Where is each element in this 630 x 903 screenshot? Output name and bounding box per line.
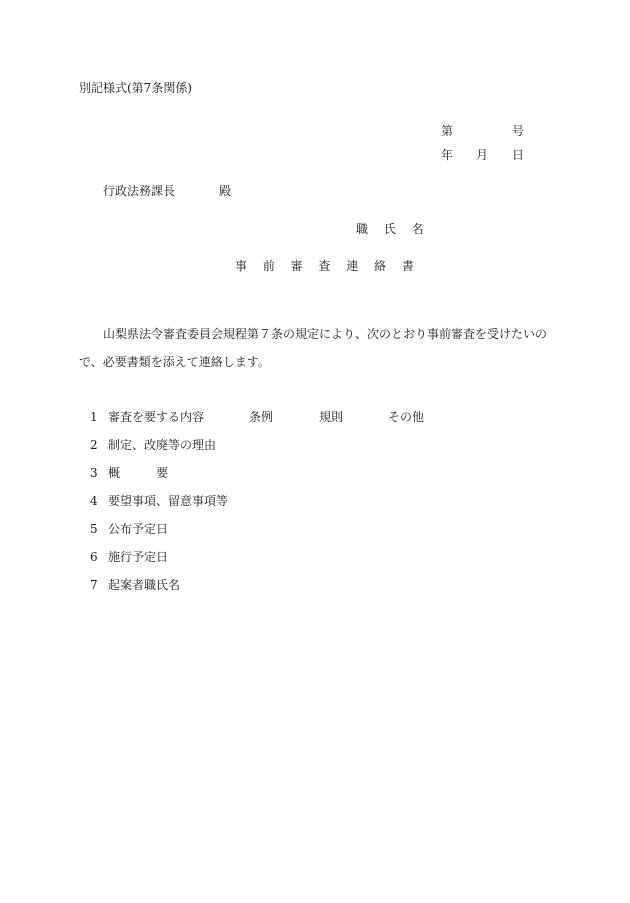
item-number: 7 — [90, 578, 98, 592]
item-label: 制定、改廃等の理由 — [108, 438, 217, 452]
document-title: 事 前 審 査 連 絡 書 — [235, 259, 420, 273]
item-number: 5 — [90, 522, 98, 536]
item-label: 審査を要する内容 — [108, 410, 205, 424]
option-sonota: その他 — [388, 410, 425, 424]
item-label-part-1: 概 — [108, 466, 121, 480]
item-number: 2 — [90, 438, 98, 452]
addressee-honorific: 殿 — [219, 184, 232, 198]
item-number: 4 — [90, 494, 98, 508]
option-kisoku: 規則 — [319, 410, 344, 424]
body-paragraph: 山梨県法令審査委員会規程第７条の規定により、次のとおり事前審査を受けたいので、必要書類を添えて連絡します。 — [79, 327, 548, 369]
item-label: 施行予定日 — [108, 550, 169, 564]
document-number-label: 第 — [441, 124, 454, 138]
item-number: 1 — [90, 410, 98, 424]
document-number-suffix: 号 — [512, 124, 525, 138]
option-jorei: 条例 — [249, 410, 274, 424]
item-label: 公布予定日 — [108, 522, 169, 536]
item-label-part-2: 要 — [156, 466, 169, 480]
date-year-label: 年 — [441, 148, 454, 162]
date-day-label: 日 — [512, 148, 525, 162]
item-number: 6 — [90, 550, 98, 564]
item-label: 要望事項、留意事項等 — [108, 494, 229, 508]
date-month-label: 月 — [476, 148, 489, 162]
addressee-name: 行政法務課長 — [103, 184, 176, 198]
form-reference: 別記様式(第7条関係) — [79, 81, 192, 95]
item-number: 3 — [90, 466, 98, 480]
item-label: 起案者職氏名 — [108, 578, 181, 592]
sender-title-name: 職 氏 名 — [356, 222, 430, 236]
